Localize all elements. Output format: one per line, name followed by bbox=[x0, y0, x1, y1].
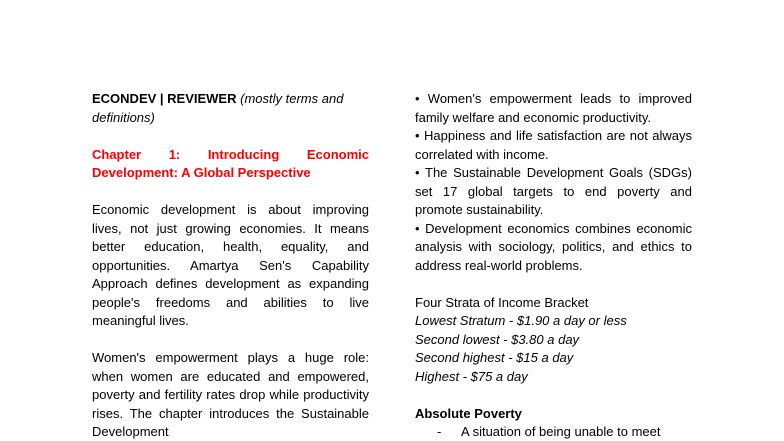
absolute-poverty-heading: Absolute Poverty bbox=[415, 405, 522, 421]
bullet-item: • Happiness and life satisfaction are not always correlated with income. bbox=[415, 128, 692, 162]
bullet-item: • Women's empowerment leads to improved family welfare and economic productivity. bbox=[415, 91, 692, 125]
left-column bbox=[92, 90, 369, 441]
strata-heading: Four Strata of Income Bracket bbox=[415, 294, 589, 310]
dash-marker: - bbox=[437, 424, 442, 439]
document-subtitle: (mostly terms and definitions) bbox=[92, 91, 344, 125]
chapter-heading: Chapter 1: Introducing Economic Development: A Global Perspective bbox=[92, 146, 369, 180]
strata-item-second-lowest: Second lowest - $3.80 a day bbox=[415, 331, 580, 347]
absolute-poverty-item bbox=[415, 423, 692, 441]
paragraph-economic-development: Economic development is about improving lives, not just growing economies. It means better education, health, equality, and opportunities. Amartya Sen's Capability Approach defines development as expanding people's freedoms and abilities to live meaningful lives. bbox=[92, 202, 369, 328]
right-column bbox=[415, 90, 692, 441]
strata-item-lowest: Lowest Stratum - $1.90 a day or less bbox=[415, 313, 627, 328]
absolute-poverty-item-text: A situation of being unable to meet bbox=[461, 424, 661, 439]
document-heading bbox=[92, 90, 369, 127]
bullet-item: • The Sustainable Development Goals (SDGs) set 17 global targets to end poverty and promote sustainability. bbox=[415, 165, 692, 217]
bullet-item: • Development economics combines economic analysis with sociology, politics, and ethics to address real-world problems. bbox=[415, 220, 692, 273]
paragraph-womens-empowerment: Women's empowerment plays a huge role: when women are educated and empowered, poverty and fertility rates drop while productivity rises. The chapter introduces the Sustainable Development bbox=[92, 350, 369, 439]
strata-item-highest: Highest - $75 a day bbox=[415, 368, 528, 384]
document-title: ECONDEV | REVIEWER bbox=[92, 91, 237, 106]
strata-item-second-highest: Second highest - $15 a day bbox=[415, 350, 574, 365]
